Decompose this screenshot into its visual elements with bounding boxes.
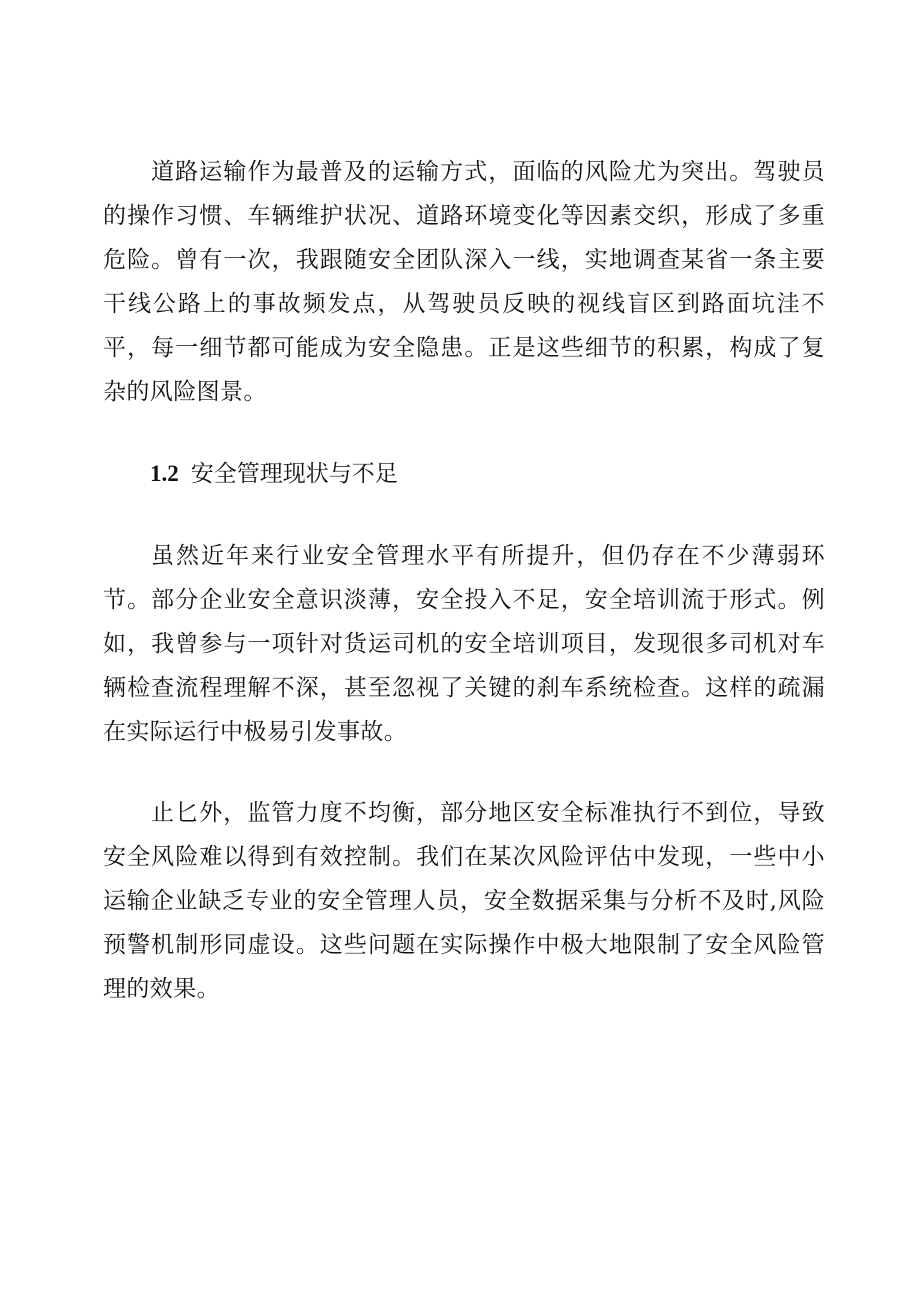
paragraph-road-transport-risks: 道路运输作为最普及的运输方式，面临的风险尤为突出。驾驶员的操作习惯、车辆维护状况、道路环境变化等因素交织，形成了多重危险。曾有一次，我跟随安全团队深入一线，实地调查某省一条主要干线公路上的事故频发点，从驾驶员反映的视线盲区到路面坑洼不平，每一细节都可能成为安全隐患。正是这些细节的积累，构成了复杂的风险图景。: [103, 159, 825, 405]
document-page: [103, 150, 825, 1011]
section-number: 1.2: [150, 461, 179, 486]
paragraph-management-weaknesses: 虽然近年来行业安全管理水平有所提升，但仍存在不少薄弱环节。部分企业安全意识淡薄，安全投入不足，安全培训流于形式。例如，我曾参与一项针对货运司机的安全培训项目，发现很多司机对车辆检查流程理解不深，甚至忽视了关键的刹车系统检查。这样的疏漏在实际运行中极易引发事故。: [103, 543, 825, 745]
section-title: 安全管理现状与不足: [190, 461, 398, 487]
paragraph-supervision-issues: 止匕外，监管力度不均衡，部分地区安全标准执行不到位，导致安全风险难以得到有效控制。我们在某次风险评估中发现，一些中小运输企业缺乏专业的安全管理人员，安全数据采集与分析不及时,风险预警机制形同虚设。这些问题在实际操作中极大地限制了安全风险管理的效果。: [103, 800, 825, 1002]
section-heading: [150, 452, 825, 496]
